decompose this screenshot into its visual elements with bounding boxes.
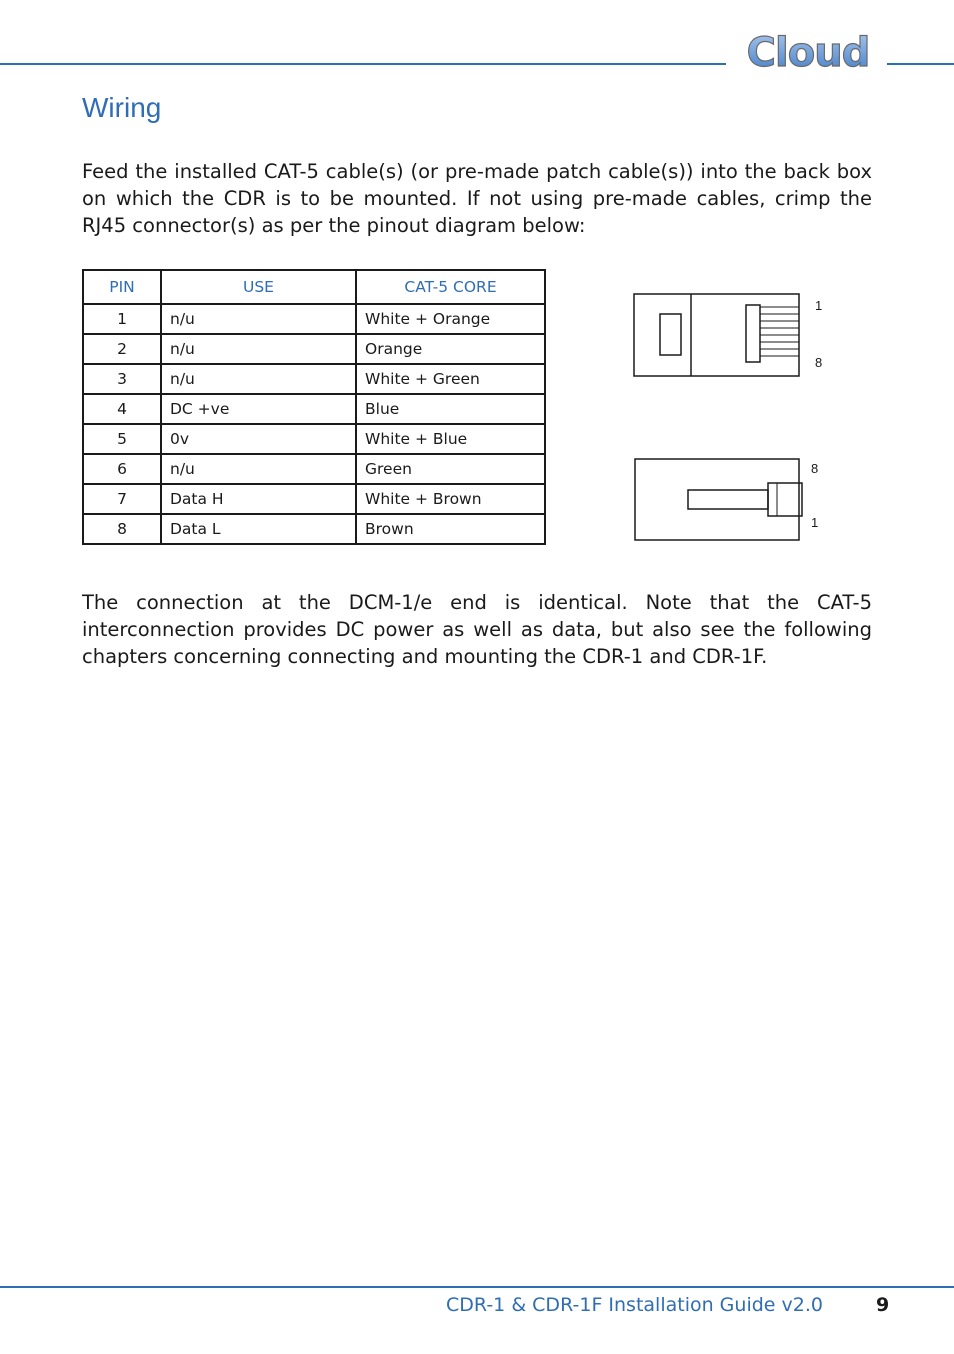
section-title: Wiring [82,92,162,123]
core-cell: White + Green [356,364,545,394]
core-cell: Blue [356,394,545,424]
pin-cell: 5 [83,424,161,454]
table-row [83,364,545,394]
logo-text: Cloud [746,30,870,76]
pin-cell: 8 [83,514,161,544]
core-cell: Orange [356,334,545,364]
table-row [83,304,545,334]
core-cell: Brown [356,514,545,544]
header-pin: PIN [83,270,161,304]
table-row [83,424,545,454]
table-row [83,514,545,544]
table-row [83,334,545,364]
footer-rule [0,1286,954,1288]
intro-paragraph: Feed the installed CAT-5 cable(s) (or pre-made patch cable(s)) into the back box on which the CDR is to be mounted. If not using pre-made cables, crimp the RJ45 connector(s) as per the pinout diagram below: [82,160,872,237]
use-cell: DC +ve [161,394,356,424]
use-cell: 0v [161,424,356,454]
use-cell: Data L [161,514,356,544]
pin-cell: 2 [83,334,161,364]
rj45-front-view [634,294,799,376]
rj45-diagram [625,285,835,550]
side-pin-8-label: 8 [811,461,819,476]
table-row [83,454,545,484]
footer-title: CDR-1 & CDR-1F Installation Guide v2.0 [446,1294,823,1316]
header-rule-right [887,63,954,65]
cloud-logo [737,28,879,76]
header-core: CAT-5 CORE [356,270,545,304]
core-cell: Green [356,454,545,484]
core-cell: White + Blue [356,424,545,454]
pin-cell: 4 [83,394,161,424]
pin-cell: 1 [83,304,161,334]
rj45-side-view [635,459,802,540]
table-row [83,394,545,424]
pin-cell: 3 [83,364,161,394]
table-header-row [83,270,545,304]
core-cell: White + Brown [356,484,545,514]
table-row [83,484,545,514]
pin-cell: 6 [83,454,161,484]
use-cell: n/u [161,334,356,364]
front-pin-8-label: 8 [815,355,823,370]
side-pin-1-label: 1 [811,515,819,530]
front-pin-1-label: 1 [815,298,823,313]
note-paragraph: The connection at the DCM-1/e end is identical. Note that the CAT-5 interconnection provides DC power as well as data, but also see the following chapters concerning connecting and mounting the CDR-1 and CDR-1F. [82,591,872,668]
use-cell: n/u [161,364,356,394]
header-use: USE [161,270,356,304]
page-number: 9 [876,1294,890,1316]
use-cell: n/u [161,454,356,484]
core-cell: White + Orange [356,304,545,334]
use-cell: Data H [161,484,356,514]
use-cell: n/u [161,304,356,334]
header-rule-left [0,63,726,65]
pinout-table [82,269,546,545]
pin-cell: 7 [83,484,161,514]
